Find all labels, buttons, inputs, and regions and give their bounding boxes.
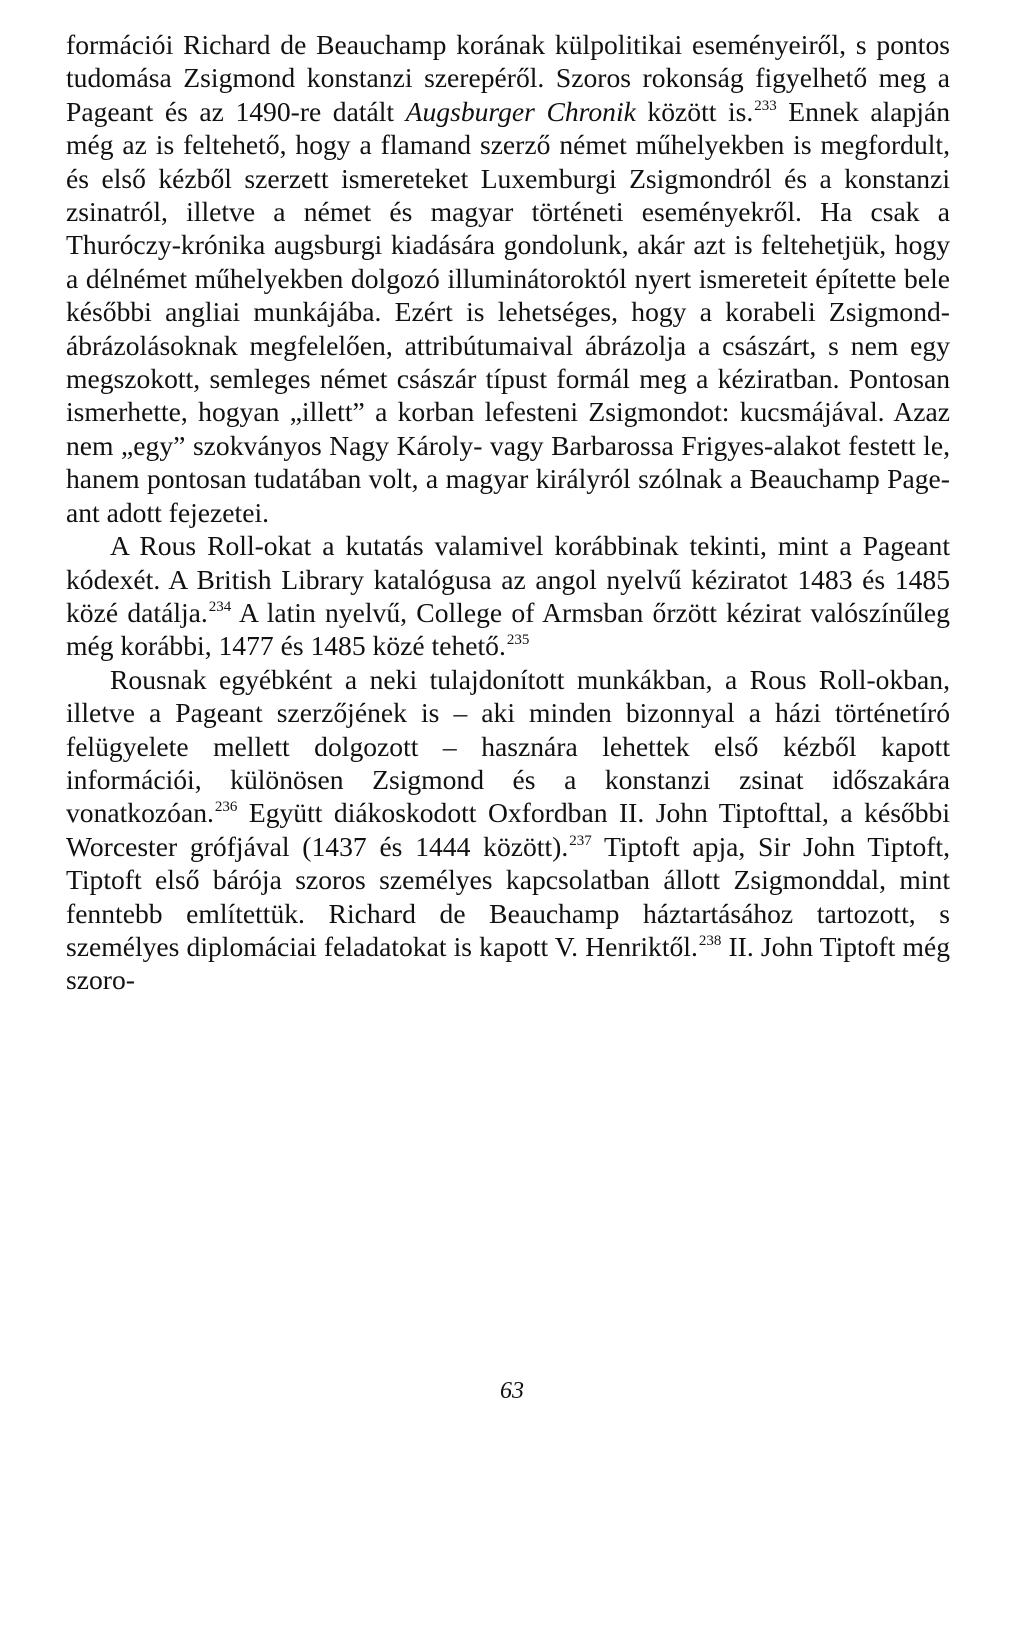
footnote-reference: 235 [506,632,530,649]
text-segment: Együtt diákoskodott Oxfordban II. John Tiptofttal, a későbbi Worcester grófjával (1437 és 1444 között). [66,797,950,862]
text-segment: Tiptoft apja, Sir John Tiptoft, Tiptoft első bárója szoros személyes kapcsolatban állott Zsigmonddal, mint fenntebb említettük. Richard de Beauchamp háztartásához tartozott, s személyes diplomáciai feladatokat is kapott V. Henriktől. [66,830,950,962]
footnote-reference: 238 [698,932,722,949]
text-segment: Ennek alapján még az is feltehető, hogy a flamand szerző német műhelyekben is megfordult, és első kézből szerzett ismereteket Luxemburgi Zsigmondról és a konstanzi zsinatról, illetve a német és magyar történeti eseményekről. Ha csak a Thuróczy-krónika augsburgi kiadására gondolunk, akár azt is feltehetjük, hogy a délnémet műhelyekben dolgozó illuminátoroktól nyert ismereteit építette bele későbbi angliai munkájába. Ezért is lehetséges, hogy a korabeli Zsigmond-ábrázolásoknak megfelelően, attribútumaival ábrázolja a császárt, s nem egy megszokott, semleges német császár típust formál meg a kéziratban. Pontosan ismerhette, hogyan „illett” a korban lefesteni Zsigmondot: kucsmájával. Azaz nem „egy” szokványos Nagy Károly- vagy Barbarossa Frigyes-alakot festett le, hanem pontosan tudatában volt, a magyar királyról szólnak a Beauchamp Pageant adott fejezetei. [66,95,950,528]
text-segment: formációi Richard de Beauchamp korának külpolitikai eseményeiről, s pontos tudomása Zsigmond konstanzi szerepéről. Szoros rokonság figyelhető meg a Pageant és az 1490-re datált [66,29,950,127]
paragraph [66,529,950,663]
italic-title: Augsburger Chronik [405,95,636,127]
page-body [66,28,950,997]
paragraph [66,663,950,997]
text-segment: A latin nyelvű, College of Armsban őrzött kézirat valószínűleg még korábbi, 1477 és 1485 közé tehető. [66,596,950,662]
footnote-reference: 236 [214,799,238,816]
text-segment: A Rous Roll-okat a kutatás valamivel korábbinak tekinti, mint a Pageant kódexét. A British Library katalógusa az angol nyelvű kéziratot 1483 és 1485 közé datálja. [66,530,950,628]
footnote-reference: 237 [569,832,592,849]
footnote-reference: 233 [754,97,777,114]
text-segment: II. John Tiptoft még szoro- [66,930,950,996]
text-segment: között is. [635,95,754,127]
footnote-reference: 234 [208,598,232,615]
text-segment: Rousnak egyébként a neki tulajdonított munkákban, a Rous Roll-okban, illetve a Pageant szerzőjének is – aki minden bizonnyal a házi történetíró felügyelete mellett dolgozott – hasznára lehettek első kézből kapott információi, különösen Zsigmond és a konstanzi zsinat időszakára vonatkozóan. [66,663,950,829]
paragraph [66,28,950,529]
page-number: 63 [500,1378,524,1404]
